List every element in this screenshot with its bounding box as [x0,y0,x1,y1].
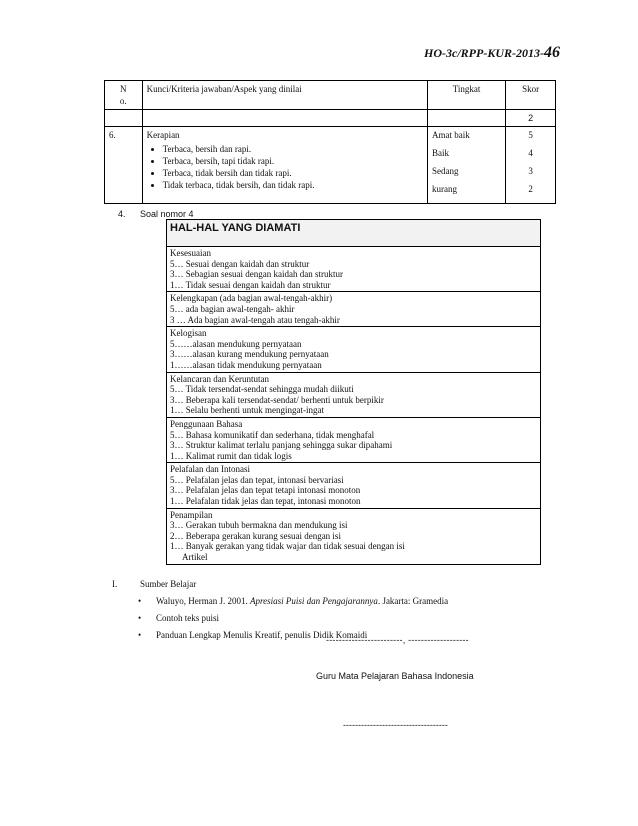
list-item: • Terbaca, bersih, tapi tidak rapi. [163,155,423,167]
empty-cell [142,110,427,127]
list-item [156,610,448,627]
list-item [156,593,448,610]
list-item: • Tidak terbaca, tidak bersih, dan tidak rapi. [163,179,423,191]
group-line: 1… Tidak sesuai dengan kaidah dan struktur [170,279,331,290]
score-value: 5 [528,130,533,140]
learning-sources-section [112,576,448,644]
section-label: I. [112,579,118,589]
group-line: 3… Pelafalan jelas dan tepat tetapi intonasi monoton [170,485,361,496]
criteria-list [147,143,423,191]
group-cell [167,463,541,508]
observation-group [167,292,541,327]
page-header [424,44,560,62]
empty-cell [105,110,143,127]
level-text: kurang [432,184,457,194]
group-title: Kelengkapan (ada bagian awal-tengah-akhir) [170,293,333,304]
sources-heading [112,576,448,593]
group-line-continuation: Artikel [182,552,208,563]
section-number: 4. [118,209,126,219]
place-date-line: ------------------------, ------------------- [326,635,469,645]
observation-group [167,327,541,372]
observation-table [166,219,541,565]
signature-name-line: ----------------------------------- [343,720,448,730]
list-item: • Terbaca, tidak bersih dan tidak rapi. [163,167,423,179]
level-text: Sedang [432,166,459,176]
group-line: 5……alasan mendukung pernyataan [170,338,302,349]
document-code: HO-3c/RPP-KUR-2013- [424,46,544,60]
header-criteria: Kunci/Kriteria jawaban/Aspek yang dinilai [142,81,427,110]
row-scores [506,127,556,204]
list-item: • Terbaca, bersih dan rapi. [163,143,423,155]
score-value: 4 [528,148,533,158]
group-line: 5… Bahasa komunikatif dan sederhana, tidak menghafal [170,429,375,440]
score-value: 2 [528,184,533,194]
group-line: 1… Banyak gerakan yang tidak wajar dan tidak sesuai dengan isi [170,541,405,552]
group-cell [167,292,541,327]
observation-title: HAL-HAL YANG DIAMATI [167,220,541,247]
empty-cell [428,110,506,127]
table-row [105,127,556,204]
observation-group [167,508,541,564]
group-title: Kesesuaian [170,248,211,258]
group-line: 3… Struktur kalimat terlalu panjang sehingga sukar dipahami [170,440,393,451]
group-line: 3……alasan kurang mendukung pernyataan [170,349,329,360]
group-cell [167,327,541,372]
score-value: 3 [528,166,533,176]
group-line: 1……alasan tidak mendukung pernyataan [170,359,322,370]
group-title: Pelafalan dan Intonasi [170,464,250,475]
group-title: Kelancaran dan Keruntutan [170,373,269,384]
level-text: Amat baik [432,130,470,140]
teacher-role: Guru Mata Pelajaran Bahasa Indonesia [316,671,474,681]
source-text: Waluyo, Herman J. 2001. [156,596,251,606]
table-subheader-row [105,110,556,127]
section-4-heading [118,209,194,219]
page-number: 46 [544,44,560,61]
group-line: 5… ada bagian awal-tengah- akhir [170,303,295,314]
group-cell [167,247,541,292]
group-cell [167,417,541,462]
group-line: 5… Tidak tersendat-sendat sehingga mudah diikuti [170,384,354,395]
group-line: 1… Pelafalan tidak jelas dan tepat, intonasi monoton [170,496,361,507]
source-text: Panduan Lengkap Menulis Kreatif, penulis Didik Komaidi [156,630,368,640]
group-line: 3 … Ada bagian awal-tengah atau tengah-akhir [170,314,340,325]
source-text: Contoh teks puisi [156,613,220,623]
row-criteria [142,127,427,204]
group-title: Penampilan [170,509,213,520]
observation-group [167,247,541,292]
level-text: Baik [432,148,449,158]
group-line: 3… Sebagian sesuai dengan kaidah dan struktur [170,269,343,280]
group-line: 5… Pelafalan jelas dan tepat, intonasi bervariasi [170,474,344,485]
group-title: Kelogisan [170,328,207,339]
group-cell [167,508,541,564]
group-line: 2… Beberapa gerakan kurang sesuai dengan isi [170,530,341,541]
table-header-row [105,81,556,110]
sub-score: 2 [506,110,556,127]
header-score: Skor [506,81,556,110]
source-title-italic: Apresiasi Puisi dan Pengajarannya [250,596,378,606]
observation-group [167,372,541,417]
group-line: 1… Kalimat rumit dan tidak logis [170,450,292,461]
observation-header-row [167,220,541,247]
row-number: 6. [105,127,143,204]
header-level: Tingkat [428,81,506,110]
group-line: 5… Sesuai dengan kaidah dan struktur [170,258,310,269]
header-no: N o. [105,81,143,110]
group-line: 3… Gerakan tubuh bermakna dan mendukung isi [170,520,348,531]
group-cell [167,372,541,417]
section-title: Soal nomor 4 [140,209,194,219]
section-title: Sumber Belajar [140,579,197,589]
group-line: 3… Beberapa kali tersendat-sendat/ berhenti untuk berpikir [170,394,384,405]
row-levels [428,127,506,204]
observation-group [167,463,541,508]
source-text: . Jakarta: Gramedia [377,596,449,606]
group-title: Penggunaan Bahasa [170,418,243,429]
scoring-table [104,80,556,204]
observation-group [167,417,541,462]
criteria-title: Kerapian [146,130,180,140]
group-line: 1… Selalu berhenti untuk mengingat-ingat [170,405,324,416]
